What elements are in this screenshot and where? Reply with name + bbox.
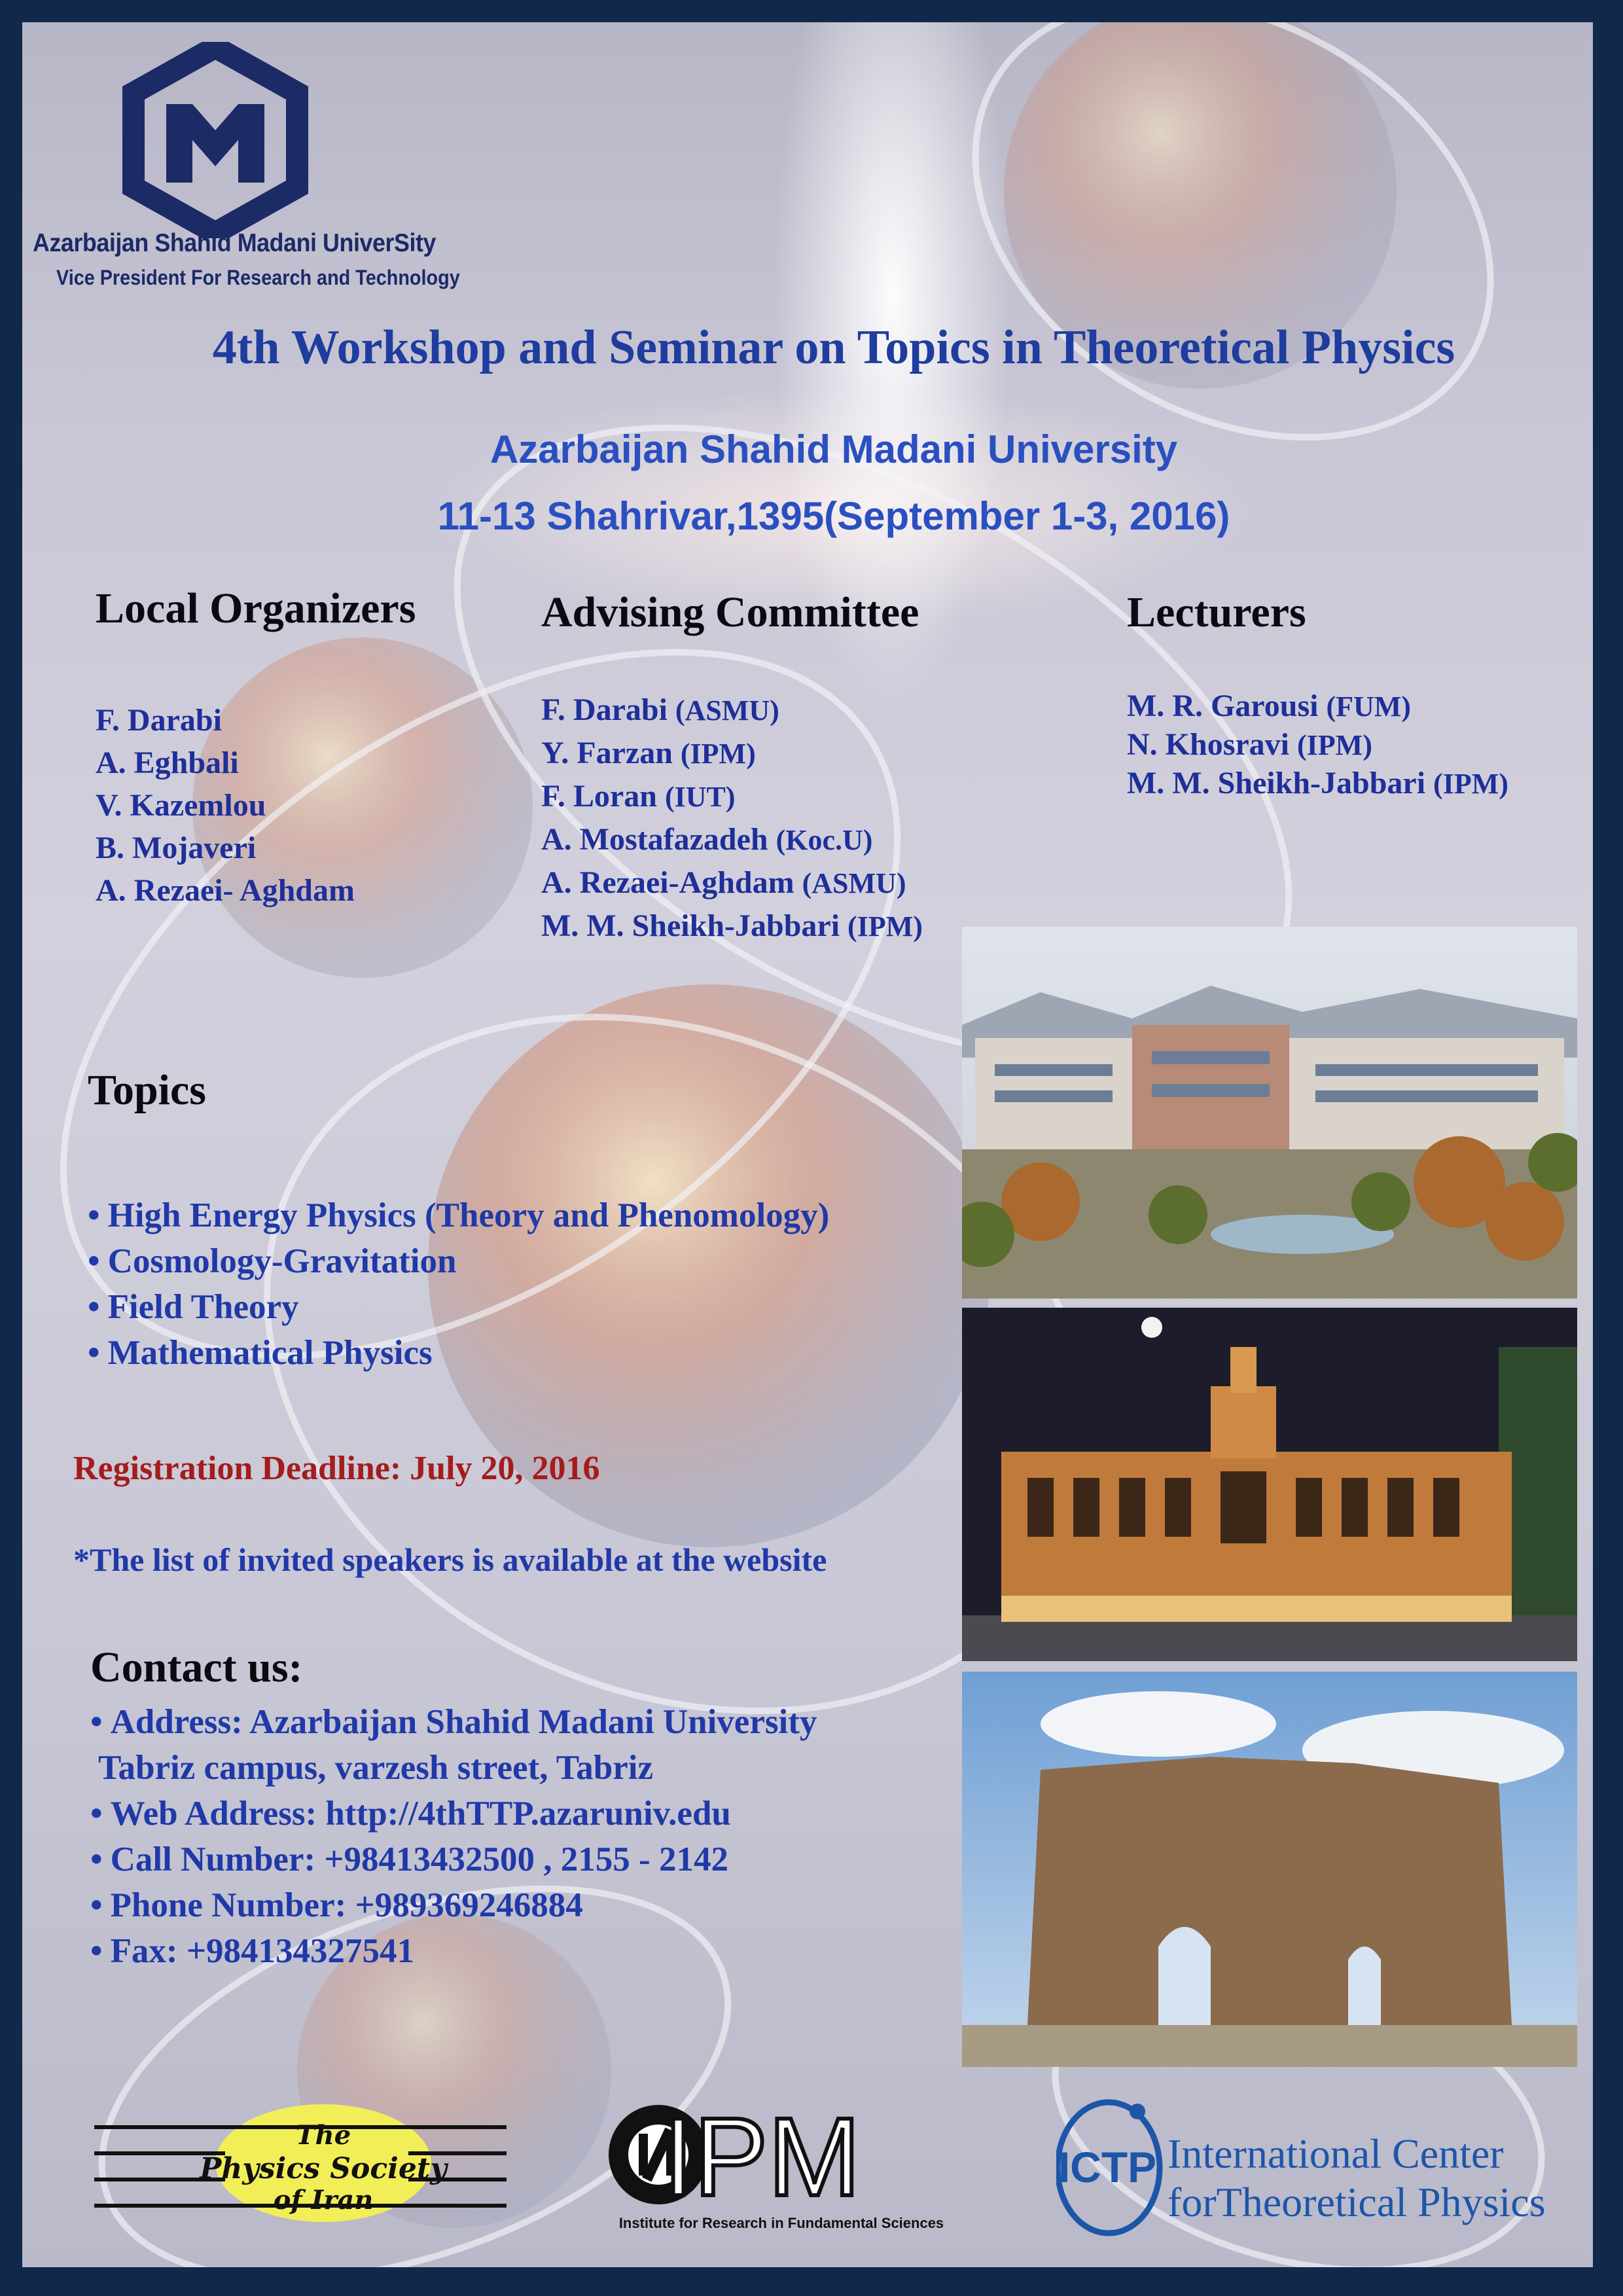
organizer-name: V. Kazemlou xyxy=(96,788,266,823)
university-name: Azarbaijan Shahid Madani UniverSity xyxy=(33,229,436,257)
contact-phone: • Phone Number: +989369246884 xyxy=(90,1886,583,1924)
organizer-name: B. Mojaveri xyxy=(96,831,257,865)
ipm-caption: Institute for Research in Fundamental Sciences xyxy=(618,2215,944,2231)
topic-item: • Field Theory xyxy=(88,1288,299,1326)
ictp-logo xyxy=(1056,2084,1567,2241)
contact-web: • Web Address: http://4thTTP.azaruniv.edu xyxy=(90,1795,731,1833)
local-organizers-list xyxy=(96,699,355,912)
asmu-logo xyxy=(120,42,310,238)
university-office: Vice President For Research and Technology xyxy=(56,266,460,289)
advising-committee-list xyxy=(541,689,923,948)
campus-photo xyxy=(962,927,1577,1299)
invited-speakers-note: *The list of invited speakers is available at the website xyxy=(73,1541,827,1578)
topics-list xyxy=(88,1193,829,1376)
organizer-name: F. Darabi xyxy=(96,703,222,738)
committee-member: F. Loran (IUT) xyxy=(541,779,736,814)
event-date: 11-13 Shahrivar,1395(September 1-3, 2016) xyxy=(437,494,1230,538)
ictp-line2: forTheoretical Physics xyxy=(1168,2179,1546,2225)
lecturer: N. Khosravi (IPM) xyxy=(1127,727,1372,762)
ictp-mark: ICTP xyxy=(1058,2143,1157,2191)
physics-society-name: Physics Society xyxy=(200,2152,447,2185)
municipality-building-photo xyxy=(962,1308,1577,1661)
organizer-name: A. Eghbali xyxy=(96,745,239,780)
committee-member: F. Darabi (ASMU) xyxy=(541,692,779,727)
organizer-name: A. Rezaei- Aghdam xyxy=(96,873,355,908)
contact-address: • Address: Azarbaijan Shahid Madani University xyxy=(90,1703,817,1741)
lecturers-heading: Lecturers xyxy=(1127,588,1306,636)
topic-item: • Mathematical Physics xyxy=(88,1334,433,1372)
ipm-logo xyxy=(598,2104,965,2234)
contact-address-line2: Tabriz campus, varzesh street, Tabriz xyxy=(98,1749,653,1787)
physics-society-the: The xyxy=(295,2120,351,2151)
contact-call: • Call Number: +98413432500 , 2155 - 2142 xyxy=(90,1840,728,1878)
poster xyxy=(22,22,1593,2267)
physics-society-logo xyxy=(94,2101,513,2232)
lecturer: M. R. Garousi (FUM) xyxy=(1127,689,1411,723)
committee-member: A. Rezaei-Aghdam (ASMU) xyxy=(541,865,906,900)
topic-item: • Cosmology-Gravitation xyxy=(88,1242,457,1280)
arg-of-tabriz-photo xyxy=(962,1672,1577,2067)
contact-heading: Contact us: xyxy=(90,1643,303,1691)
ictp-line1: International Center xyxy=(1168,2130,1504,2177)
lecturers-list xyxy=(1127,687,1508,803)
topics-heading: Topics xyxy=(88,1066,206,1114)
topic-item: • High Energy Physics (Theory and Phenomology) xyxy=(88,1196,830,1234)
physics-society-iran: of Iran xyxy=(273,2185,374,2215)
lecturer: M. M. Sheikh-Jabbari (IPM) xyxy=(1127,766,1508,800)
registration-deadline: Registration Deadline: July 20, 2016 xyxy=(73,1450,600,1487)
advising-committee-heading: Advising Committee xyxy=(541,588,919,636)
ipm-mark: IPM xyxy=(662,2104,861,2219)
committee-member: M. M. Sheikh-Jabbari (IPM) xyxy=(541,908,923,943)
contact-fax: • Fax: +984134327541 xyxy=(90,1932,415,1970)
event-title: 4th Workshop and Seminar on Topics in Theoretical Physics xyxy=(212,321,1455,374)
committee-member: A. Mostafazadeh (Koc.U) xyxy=(541,822,873,857)
local-organizers-heading: Local Organizers xyxy=(96,584,416,632)
event-venue: Azarbaijan Shahid Madani University xyxy=(490,427,1178,471)
contact-list xyxy=(90,1699,817,1974)
committee-member: Y. Farzan (IPM) xyxy=(541,736,756,770)
